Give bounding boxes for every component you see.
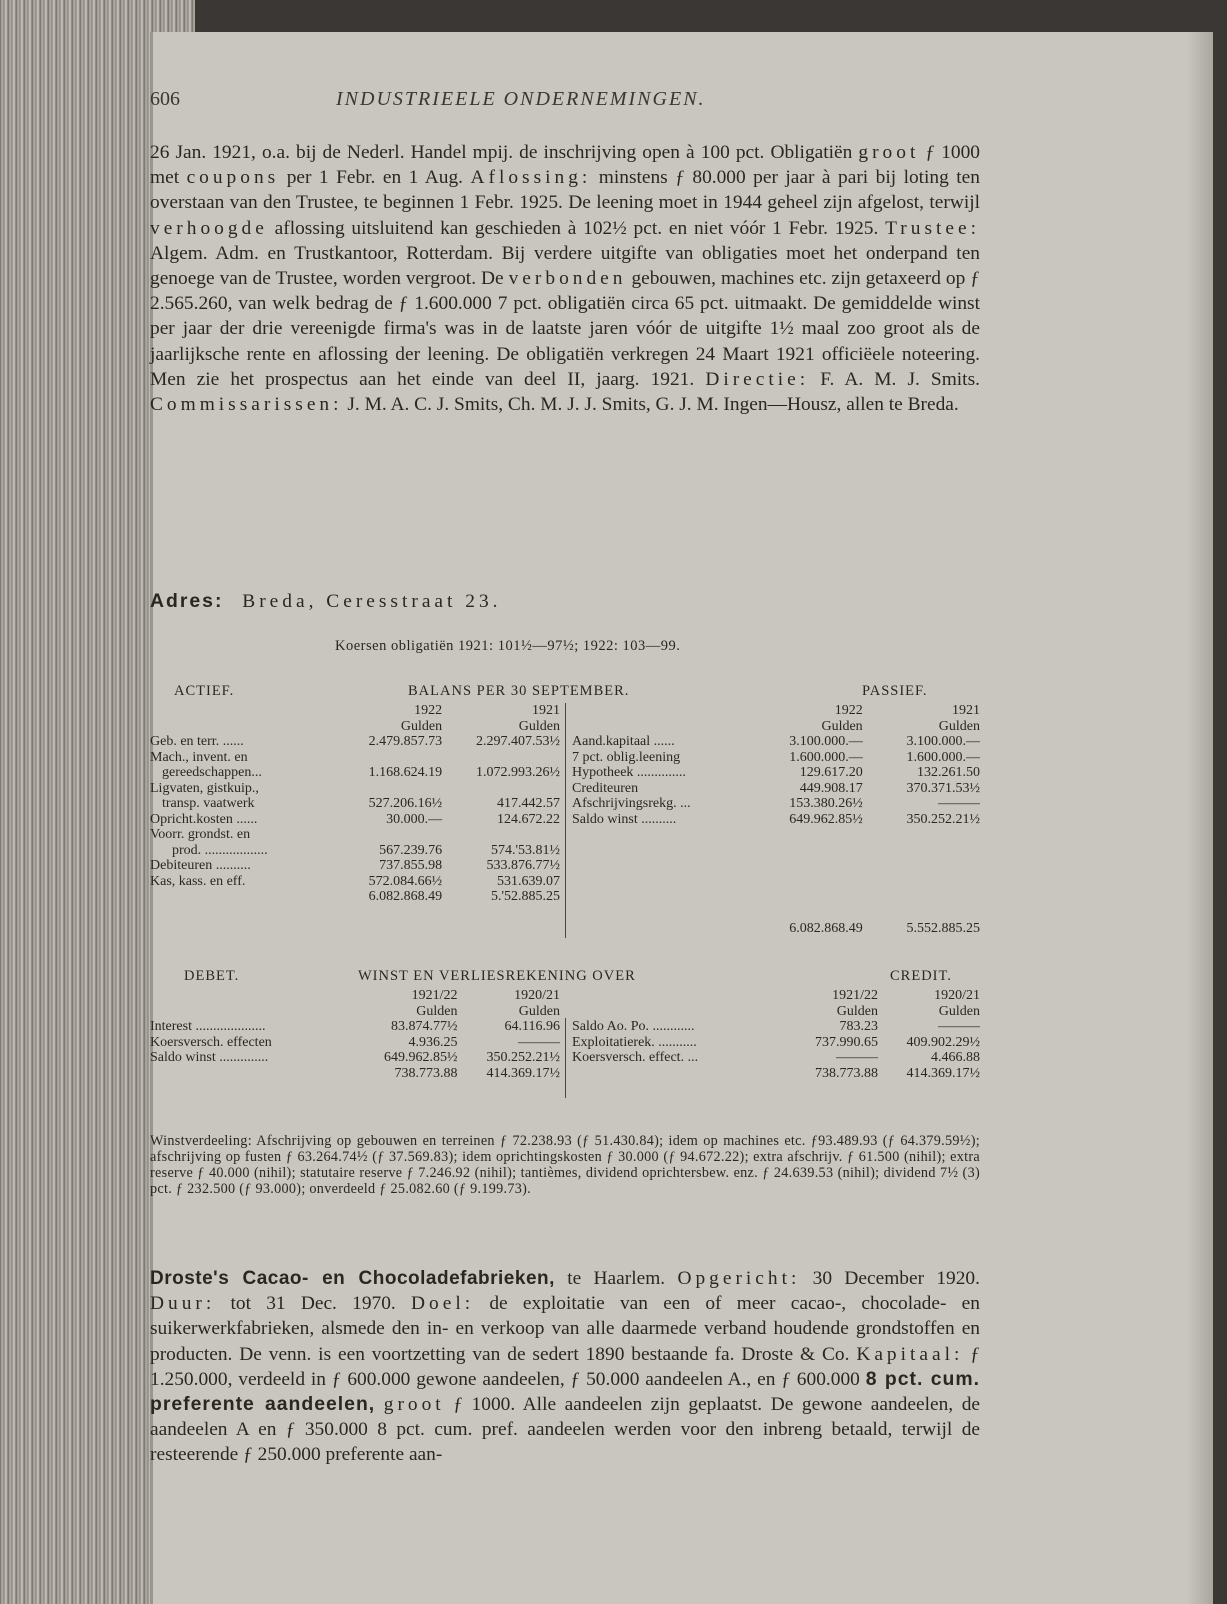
debet-table bbox=[150, 988, 560, 1081]
credit-heading: CREDIT. bbox=[890, 968, 952, 984]
total-row: 738.773.88 414.369.17½ bbox=[394, 1065, 560, 1081]
address-line bbox=[150, 590, 980, 613]
profit-distribution: Winstverdeeling: Afschrijving op gebouwen en terreinen ƒ 72.238.93 (ƒ 51.430.84); idem op machines etc. ƒ93.489.93 (ƒ 64.379.59½); afschrijving op fusten ƒ 63.264.74½ (ƒ 37.569.83); idem oprichtingskosten ƒ 30.000 (ƒ 94.672.22); extra afschrijv. ƒ 61.500 (nihil); extra reserve ƒ 40.000 (nihil); statutaire reserve ƒ 7.246.92 (nihil); tantièmes, dividend oprichtersbew. enz. ƒ 24.639.53 (nihil); dividend 7½ (3) pct. ƒ 232.500 (ƒ 93.000); onverdeeld ƒ 25.082.60 (ƒ 9.199.73). bbox=[150, 1133, 980, 1197]
spaced-term: Commissarissen: bbox=[150, 394, 343, 416]
column-year: 1922 bbox=[414, 703, 443, 718]
table-row: Crediteuren 449.908.17 370.371.53½ bbox=[572, 780, 980, 796]
table-row: Saldo winst .............. 649.962.85½ 350.252.21½ bbox=[150, 1050, 560, 1065]
text-segment: 26 Jan. 1921, o.a. bij de Nederl. Handel mpij. de inschrijving open à 100 pct. Obligatiën bbox=[150, 142, 853, 163]
address-label: Adres: bbox=[150, 590, 224, 612]
text-segment: te Haarlem. bbox=[567, 1268, 666, 1289]
column-year: 1920/21 bbox=[514, 988, 560, 1003]
page-header bbox=[150, 88, 980, 114]
spaced-term: Opgericht: bbox=[677, 1268, 801, 1289]
table-row: Geb. en terr. ...... 2.479.857.73 2.297.407.53½ bbox=[150, 734, 560, 749]
credit-table bbox=[572, 988, 980, 1081]
column-year: 1922 bbox=[834, 703, 863, 718]
column-divider bbox=[565, 1018, 566, 1098]
paragraph-bond-issue bbox=[150, 140, 980, 417]
column-unit: Gulden bbox=[836, 1003, 878, 1019]
spaced-term: verbonden bbox=[508, 268, 627, 290]
table-row: Koersversch. effect. ... ——— 4.466.88 bbox=[572, 1050, 980, 1065]
passief-heading: PASSIEF. bbox=[862, 683, 928, 699]
text-segment: F. A. M. J. Smits. bbox=[820, 368, 980, 390]
table-row: transp. vaatwerk 527.206.16½ 417.442.57 bbox=[162, 796, 560, 811]
bond-quotes: Koersen obligatiën 1921: 101½—97½; 1922: 103—99. bbox=[335, 638, 681, 654]
table-row: Mach., invent. en bbox=[150, 749, 248, 765]
table-row: Exploitatierek. ........... 737.990.65 409.902.29½ bbox=[572, 1034, 980, 1050]
spaced-term: Aflossing: bbox=[470, 167, 592, 189]
spaced-term: groot bbox=[858, 142, 920, 163]
passief-table bbox=[572, 703, 980, 827]
table-row: Koersversch. effecten 4.936.25 ——— bbox=[150, 1034, 560, 1050]
debet-heading: DEBET. bbox=[184, 968, 240, 984]
text-segment: de exploitatie van een of meer cacao-, chocolade- en suikerwerkfabrieken, alsmede den in- en verkoop van alle daarmede verband houdende grondstoffen en producten. De venn. is een voortzetting van de sedert 1890 bestaande fa. Droste & Co. bbox=[150, 1293, 980, 1365]
passief-total bbox=[572, 921, 980, 937]
table-row: gereedschappen... 1.168.624.19 1.072.993.26½ bbox=[162, 765, 560, 780]
column-year: 1921/22 bbox=[832, 988, 878, 1003]
text-segment: minstens ƒ 80.000 per jaar à pari bij loting ten overstaan van den Trustee, te beginnen 1 Febr. 1925. De leening moet in 1944 geheel zijn afgelost, terwijl bbox=[150, 167, 980, 214]
table-row: Interest .................... 83.874.77½ 64.116.96 bbox=[150, 1019, 560, 1034]
table-row: Saldo Ao. Po. ............ 783.23 ——— bbox=[572, 1019, 980, 1034]
column-unit: Gulden bbox=[938, 718, 980, 734]
text-segment: ƒ 1.250.000, verdeeld in ƒ 600.000 gewone aandeelen, ƒ 50.000 aandeelen A., en ƒ 600.000 bbox=[150, 1343, 980, 1390]
spaced-term: Kapitaal: bbox=[856, 1343, 964, 1365]
table-row: Hypotheek .............. 129.617.20 132.261.50 bbox=[572, 765, 980, 780]
paragraph-droste bbox=[150, 1266, 980, 1468]
text-segment: J. M. A. C. J. Smits, Ch. M. J. J. Smits, G. J. M. Ingen—Housz, allen te Breda. bbox=[347, 394, 959, 416]
address-value: Breda, Ceresstraat 23. bbox=[242, 591, 502, 612]
table-row: Saldo winst .......... 649.962.85½ 350.252.21½ bbox=[572, 811, 980, 827]
column-unit: Gulden bbox=[416, 1003, 458, 1019]
balance-sheet bbox=[150, 683, 980, 938]
spaced-term: Doel: bbox=[411, 1293, 475, 1315]
column-divider bbox=[565, 703, 566, 938]
text-segment: ƒ 1000. Alle aandeelen zijn geplaatst. De gewone aandeelen, de aandeelen A en ƒ 350.000 8 pct. cum. pref. aandeelen werden voor den inbreng betaald, terwijl de resteerende ƒ 250.000 preferente aan- bbox=[150, 1394, 980, 1466]
text-segment: per 1 Febr. en 1 Aug. bbox=[286, 167, 463, 189]
column-unit: Gulden bbox=[821, 718, 863, 734]
profit-loss-title: WINST EN VERLIESREKENING OVER bbox=[358, 968, 636, 984]
profit-loss-account bbox=[150, 968, 980, 1113]
page-number: 606 bbox=[150, 88, 180, 110]
actief-table bbox=[150, 703, 560, 905]
spaced-term: Duur: bbox=[150, 1293, 216, 1315]
spaced-term: groot bbox=[383, 1394, 445, 1416]
column-unit: Gulden bbox=[400, 718, 443, 734]
page-shadow bbox=[1187, 0, 1227, 1604]
table-row: Ligvaten, gistkuip., bbox=[150, 780, 259, 796]
table-row: prod. .................. 567.239.76 574.'53.81½ bbox=[172, 842, 560, 858]
table-row: Voorr. grondst. en bbox=[150, 827, 251, 842]
company-name: Droste's Cacao- en Chocoladefabrieken, bbox=[150, 1268, 555, 1289]
text-segment: aflossing uitsluitend kan geschieden à 102½ pct. en niet vóór 1 Febr. 1925. bbox=[274, 217, 879, 239]
running-title: INDUSTRIEELE ONDERNEMINGEN. bbox=[336, 88, 706, 110]
column-year: 1921 bbox=[952, 703, 980, 718]
balance-title: BALANS PER 30 SEPTEMBER. bbox=[408, 683, 630, 699]
text-segment: 30 December 1920. bbox=[812, 1268, 980, 1289]
table-row: Opricht.kosten ...... 30.000.— 124.672.22 bbox=[150, 811, 560, 827]
column-year: 1921/22 bbox=[411, 988, 458, 1003]
text-segment: gebouwen, machines etc. zijn getaxeerd op ƒ 2.565.260, van welk bedrag de ƒ 1.600.000 7 pct. obligatiën circa 65 pct. uitmaakt. De gemiddelde winst per jaar der drie vereenigde firma's was in de laatste jaren vóór de uitgifte 1½ maal zoo groot als de jaarlijksche rente en aflossing der leening. De obligatiën verkregen 24 Maart 1921 officiëele noteering. Men zie het prospectus aan het einde van deel II, jaarg. 1921. bbox=[150, 268, 980, 390]
column-year: 1921 bbox=[532, 703, 560, 718]
actief-heading: ACTIEF. bbox=[174, 683, 235, 699]
text-segment: Algem. Adm. en Trustkantoor, Rotterdam. Bij verdere uitgifte van obligaties moet het onderpand ten genoege van de Trustee, worden vergroot. De bbox=[150, 242, 980, 290]
text-segment: ƒ 1000 met bbox=[150, 142, 980, 189]
total-row: 738.773.88 414.369.17½ bbox=[814, 1065, 980, 1081]
column-unit: Gulden bbox=[518, 1003, 560, 1019]
spaced-term: Directie: bbox=[705, 368, 810, 390]
spaced-term: coupons bbox=[186, 167, 280, 189]
column-unit: Gulden bbox=[938, 1003, 980, 1019]
table-row: Debiteuren .......... 737.855.98 533.876.77½ bbox=[150, 858, 560, 873]
spaced-term: Trustee: bbox=[885, 217, 980, 239]
preferred-shares-term: 8 pct. cum. preferente aandeelen, bbox=[150, 1367, 980, 1416]
spaced-term: verhoogde bbox=[150, 217, 268, 239]
total-row: 6.082.868.49 5.552.885.25 bbox=[789, 921, 980, 936]
column-year: 1920/21 bbox=[934, 988, 980, 1003]
table-row: 7 pct. oblig.leening 1.600.000.— 1.600.000.— bbox=[572, 749, 980, 765]
table-row: Aand.kapitaal ...... 3.100.000.— 3.100.000.— bbox=[572, 734, 980, 749]
column-unit: Gulden bbox=[518, 718, 560, 734]
text-segment: tot 31 Dec. 1970. bbox=[230, 1293, 396, 1315]
table-row: Kas, kass. en eff. 572.084.66½ 531.639.07 bbox=[150, 873, 560, 889]
total-row: 6.082.868.49 5.'52.885.25 bbox=[368, 889, 560, 904]
table-row: Afschrijvingsrekg. ... 153.380.26½ ——— bbox=[572, 796, 980, 811]
